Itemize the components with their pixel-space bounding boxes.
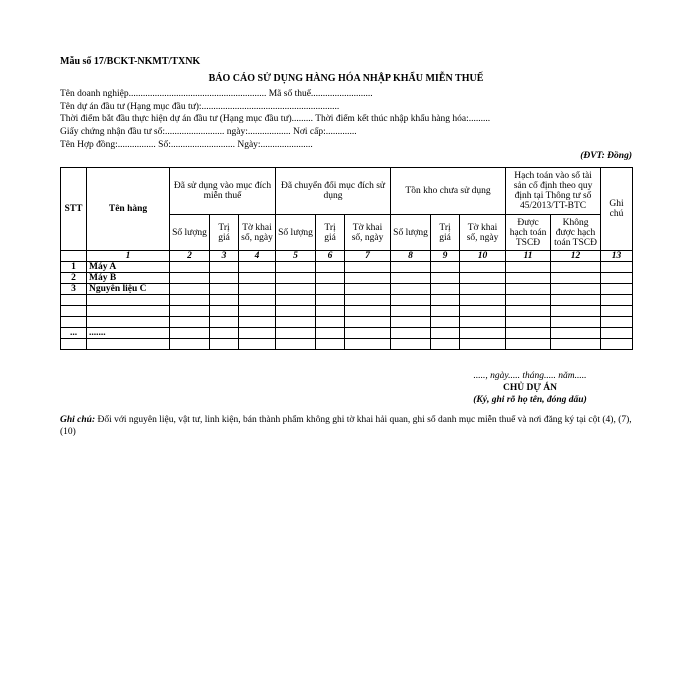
row-item-name xyxy=(87,295,170,306)
header-used: Đã sử dụng vào mục đích miễn thuế xyxy=(170,168,276,215)
table-row xyxy=(61,317,633,328)
table-cell xyxy=(210,328,239,339)
table-cell xyxy=(431,306,460,317)
table-cell xyxy=(431,317,460,328)
table-cell xyxy=(239,306,276,317)
table-cell xyxy=(276,273,316,284)
table-cell xyxy=(316,273,345,284)
table-cell xyxy=(601,262,633,273)
table-cell xyxy=(431,262,460,273)
row-stt: ... xyxy=(61,328,87,339)
column-number: 11 xyxy=(506,251,551,262)
column-number: 8 xyxy=(391,251,431,262)
table-cell xyxy=(345,339,391,350)
table-cell xyxy=(551,295,601,306)
table-cell xyxy=(239,262,276,273)
table-cell xyxy=(601,328,633,339)
table-cell xyxy=(345,306,391,317)
table-cell xyxy=(210,306,239,317)
header-value: Trị giá xyxy=(210,215,239,251)
report-table xyxy=(60,167,633,350)
table-cell xyxy=(276,317,316,328)
header-value: Trị giá xyxy=(316,215,345,251)
table-cell xyxy=(506,306,551,317)
table-cell xyxy=(506,284,551,295)
row-stt: 1 xyxy=(61,262,87,273)
info-certificate: Giấy chứng nhận đầu tư số:......................... ngày:.................. Nơi cấp:............. xyxy=(60,127,357,137)
table-cell xyxy=(506,273,551,284)
table-cell xyxy=(170,306,210,317)
column-number: 2 xyxy=(170,251,210,262)
table-cell xyxy=(210,273,239,284)
table-cell xyxy=(276,306,316,317)
header-declaration: Tờ khai số, ngày xyxy=(239,215,276,251)
form-code: Mẫu số 17/BCKT-NKMT/TXNK xyxy=(60,56,201,67)
table-cell xyxy=(276,284,316,295)
table-cell xyxy=(551,317,601,328)
table-cell xyxy=(601,295,633,306)
header-declaration: Tờ khai số, ngày xyxy=(460,215,506,251)
table-cell xyxy=(551,339,601,350)
table-row xyxy=(61,284,633,295)
header-qty: Số lượng xyxy=(391,215,431,251)
row-item-name: ....... xyxy=(87,328,170,339)
table-cell xyxy=(210,284,239,295)
header-stock: Tồn kho chưa sử dụng xyxy=(391,168,506,215)
table-row xyxy=(61,262,633,273)
column-number: 13 xyxy=(601,251,633,262)
table-cell xyxy=(506,262,551,273)
header-declaration: Tờ khai số, ngày xyxy=(345,215,391,251)
table-cell xyxy=(316,262,345,273)
info-project: Tên dự án đầu tư (Hạng mục đầu tư):.......................................................... xyxy=(60,102,340,112)
row-stt xyxy=(61,306,87,317)
table-cell xyxy=(345,328,391,339)
row-stt: 3 xyxy=(61,284,87,295)
table-cell xyxy=(460,284,506,295)
header-acc-no: Không được hạch toán TSCĐ xyxy=(551,215,601,251)
table-row xyxy=(61,306,633,317)
table-cell xyxy=(460,328,506,339)
footnote-label: Ghi chú: xyxy=(60,415,96,425)
currency-unit: (ĐVT: Đồng) xyxy=(580,151,632,161)
header-value: Trị giá xyxy=(431,215,460,251)
table-cell xyxy=(170,317,210,328)
table-cell xyxy=(276,328,316,339)
table-cell xyxy=(460,317,506,328)
table-cell xyxy=(460,306,506,317)
column-number: 6 xyxy=(316,251,345,262)
table-cell xyxy=(345,317,391,328)
column-number-row xyxy=(61,251,633,262)
table-cell xyxy=(551,262,601,273)
header-note: Ghi chú xyxy=(601,168,633,251)
table-cell xyxy=(210,262,239,273)
column-number: 10 xyxy=(460,251,506,262)
table-cell xyxy=(345,262,391,273)
table-cell xyxy=(391,284,431,295)
row-item-name xyxy=(87,339,170,350)
table-cell xyxy=(506,317,551,328)
table-cell xyxy=(239,295,276,306)
table-cell xyxy=(431,273,460,284)
column-number: 5 xyxy=(276,251,316,262)
table-cell xyxy=(170,339,210,350)
row-stt: 2 xyxy=(61,273,87,284)
table-cell xyxy=(431,284,460,295)
table-cell xyxy=(460,262,506,273)
footnote-text: Đối với nguyên liệu, vật tư, linh kiện, bán thành phẩm không ghi tờ khai hải quan, ghi số danh mục miễn thuế và nơi đăng ký tại cột (4), (7), (10) xyxy=(60,415,632,437)
table-cell xyxy=(551,284,601,295)
table-cell xyxy=(345,273,391,284)
table-cell xyxy=(210,317,239,328)
table-cell xyxy=(506,295,551,306)
table-row xyxy=(61,273,633,284)
table-cell xyxy=(210,295,239,306)
table-cell xyxy=(239,273,276,284)
table-cell xyxy=(551,328,601,339)
row-stt xyxy=(61,339,87,350)
header-acc-yes: Được hạch toán TSCĐ xyxy=(506,215,551,251)
table-cell xyxy=(239,339,276,350)
table-cell xyxy=(276,262,316,273)
table-cell xyxy=(601,317,633,328)
table-cell xyxy=(391,317,431,328)
sign-instruction: (Ký, ghi rõ họ tên, đóng dấu) xyxy=(473,395,587,405)
table-cell xyxy=(391,273,431,284)
info-timeline: Thời điểm bắt đầu thực hiện dự án đầu tư (Hạng mục đầu tư)......... Thời điểm kết thúc nhập khẩu hàng hóa:......... xyxy=(60,114,491,124)
row-stt xyxy=(61,295,87,306)
table-cell xyxy=(391,328,431,339)
footnote xyxy=(60,414,632,438)
sign-role: CHỦ DỰ ÁN xyxy=(502,383,557,393)
column-number: 12 xyxy=(551,251,601,262)
table-cell xyxy=(551,273,601,284)
table-cell xyxy=(601,273,633,284)
header-accounting: Hạch toán vào sổ tài sản cố định theo quy định tại Thông tư số 45/2013/TT-BTC xyxy=(506,168,601,215)
column-number xyxy=(61,251,87,262)
header-stt: STT xyxy=(61,168,87,251)
row-stt xyxy=(61,317,87,328)
info-enterprise: Tên doanh nghiệp.......................................................... Mã số thuế.......................... xyxy=(60,89,373,99)
table-cell xyxy=(170,295,210,306)
table-cell xyxy=(551,306,601,317)
table-row xyxy=(61,328,633,339)
header-qty: Số lượng xyxy=(170,215,210,251)
header-qty: Số lượng xyxy=(276,215,316,251)
table-cell xyxy=(239,328,276,339)
table-cell xyxy=(210,339,239,350)
table-cell xyxy=(460,273,506,284)
column-number: 1 xyxy=(87,251,170,262)
table-cell xyxy=(391,339,431,350)
table-cell xyxy=(316,317,345,328)
table-cell xyxy=(506,339,551,350)
table-cell xyxy=(391,306,431,317)
table-cell xyxy=(316,295,345,306)
table-cell xyxy=(239,284,276,295)
table-cell xyxy=(391,262,431,273)
table-cell xyxy=(506,328,551,339)
table-cell xyxy=(601,284,633,295)
row-item-name: Máy A xyxy=(87,262,170,273)
table-row xyxy=(61,295,633,306)
report-title: BÁO CÁO SỬ DỤNG HÀNG HÓA NHẬP KHẨU MIỄN THUẾ xyxy=(208,73,484,84)
column-number: 9 xyxy=(431,251,460,262)
table-cell xyxy=(460,295,506,306)
table-cell xyxy=(276,295,316,306)
table-cell xyxy=(316,328,345,339)
sign-date: ....., ngày..... tháng..... năm..... xyxy=(473,371,587,381)
table-cell xyxy=(170,284,210,295)
table-cell xyxy=(345,284,391,295)
info-contract: Tên Hợp đồng:................ Số:........................... Ngày:...................... xyxy=(60,140,313,150)
table-cell xyxy=(316,284,345,295)
table-cell xyxy=(316,339,345,350)
column-number: 7 xyxy=(345,251,391,262)
table-cell xyxy=(391,295,431,306)
table-cell xyxy=(431,339,460,350)
header-item-name: Tên hàng xyxy=(87,168,170,251)
row-item-name: Máy B xyxy=(87,273,170,284)
table-cell xyxy=(601,339,633,350)
row-item-name: Nguyên liệu C xyxy=(87,284,170,295)
header-converted: Đã chuyển đổi mục đích sử dụng xyxy=(276,168,391,215)
table-cell xyxy=(316,306,345,317)
table-cell xyxy=(170,273,210,284)
table-cell xyxy=(601,306,633,317)
table-row xyxy=(61,339,633,350)
table-cell xyxy=(431,295,460,306)
table-cell xyxy=(170,328,210,339)
table-cell xyxy=(345,295,391,306)
table-cell xyxy=(431,328,460,339)
table-cell xyxy=(276,339,316,350)
table-cell xyxy=(239,317,276,328)
row-item-name xyxy=(87,317,170,328)
column-number: 4 xyxy=(239,251,276,262)
table-cell xyxy=(170,262,210,273)
table-cell xyxy=(460,339,506,350)
row-item-name xyxy=(87,306,170,317)
column-number: 3 xyxy=(210,251,239,262)
